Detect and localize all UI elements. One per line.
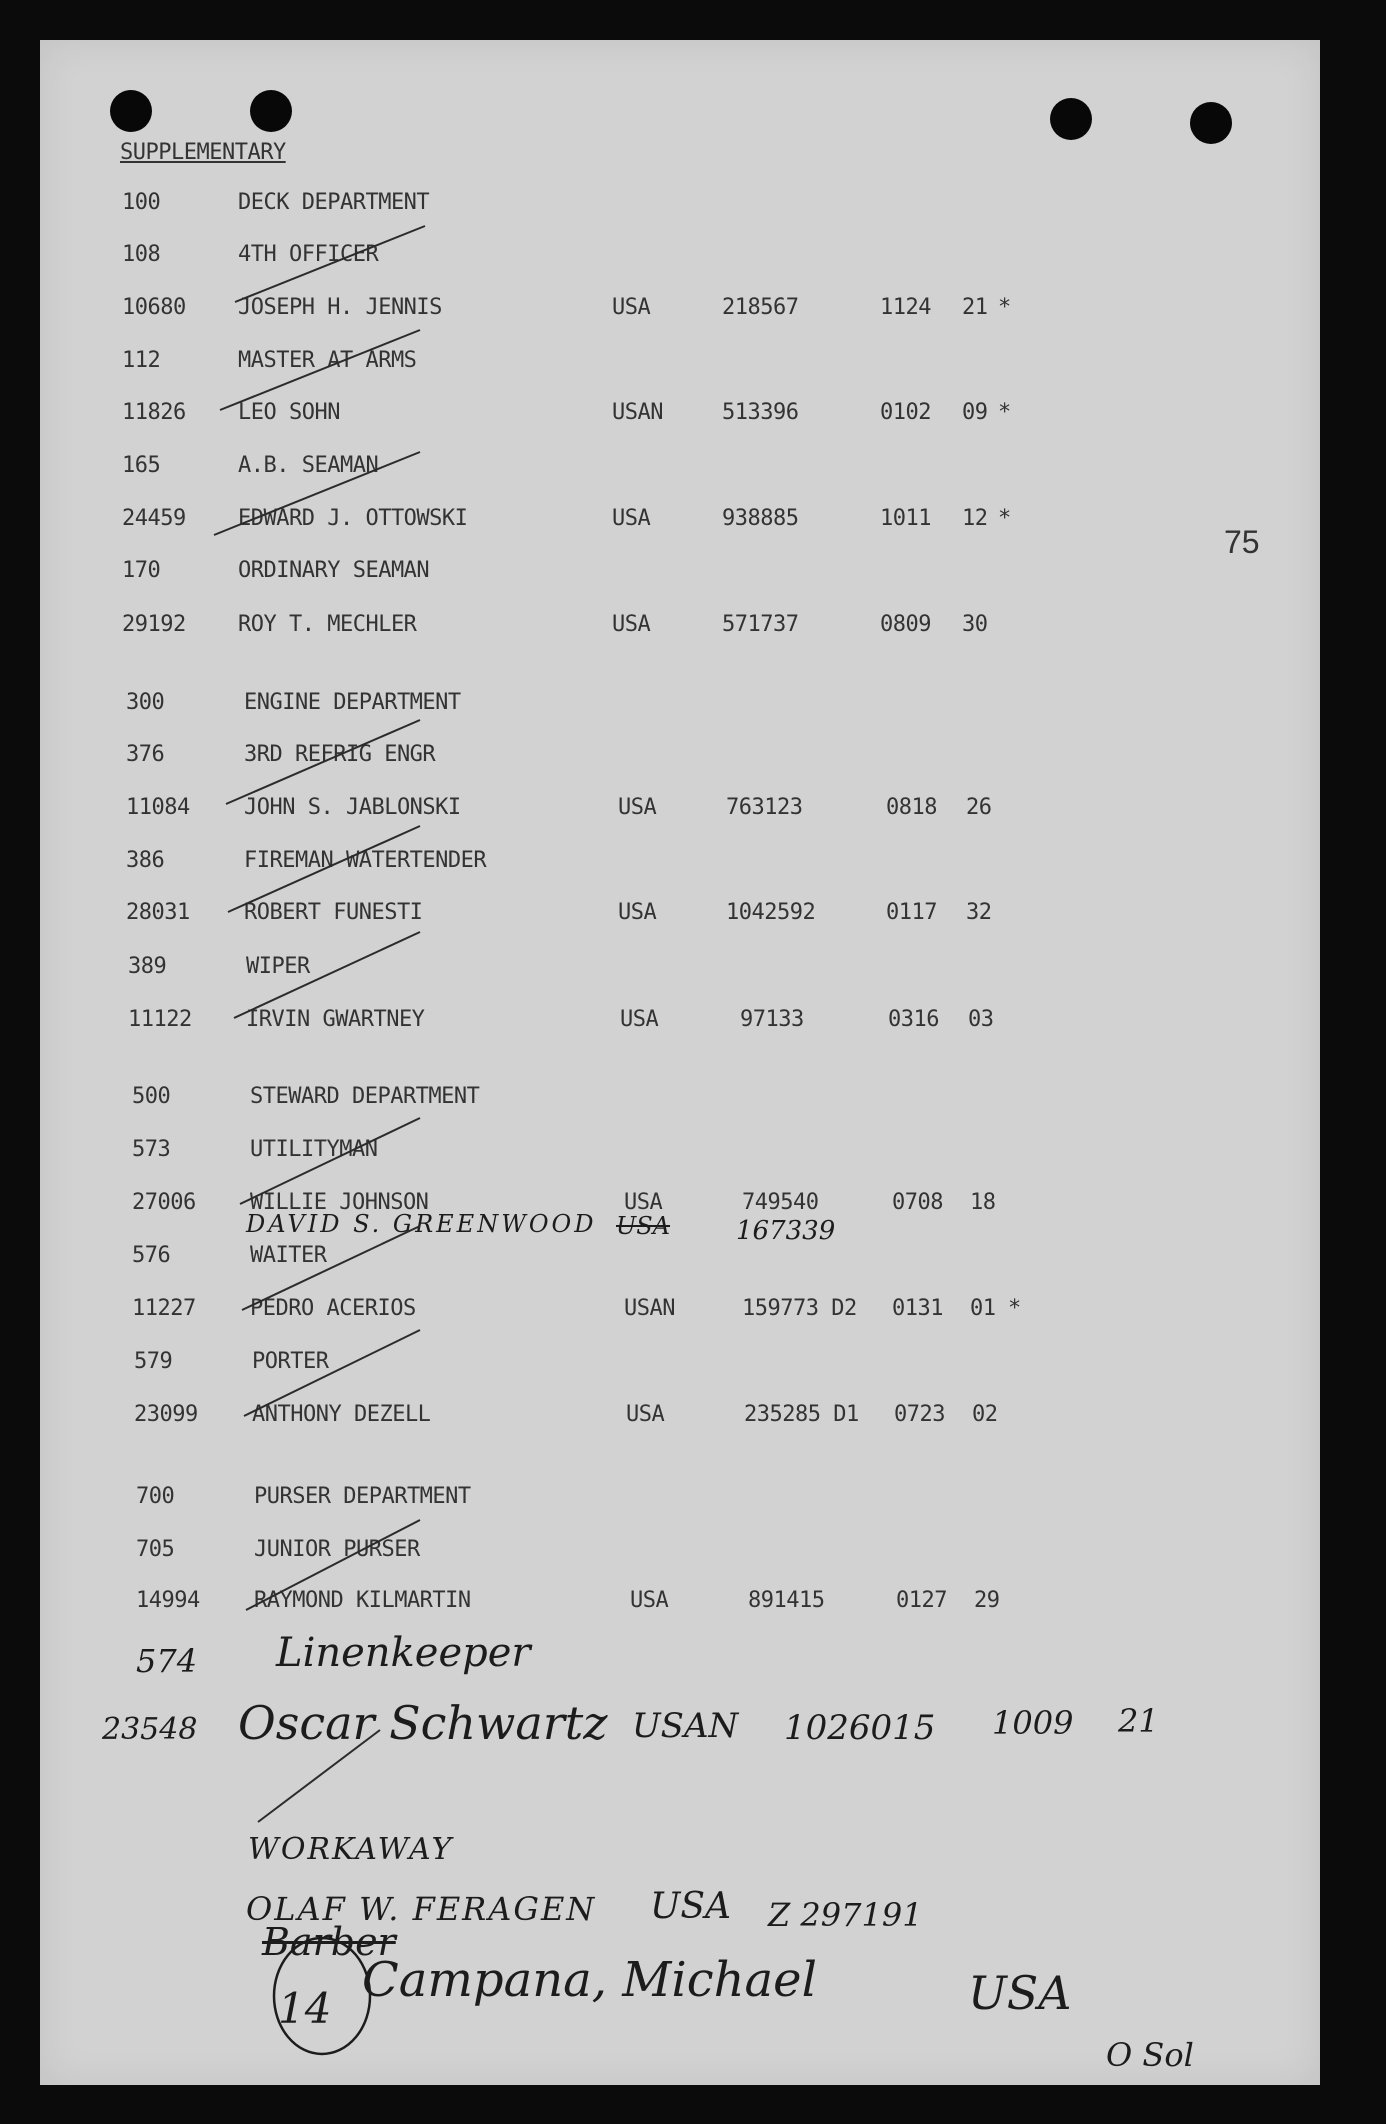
member-name: WILLIE JOHNSON <box>250 1190 429 1215</box>
member-day: 29 <box>974 1588 1000 1613</box>
punch-hole <box>1190 102 1232 144</box>
member-day: 09 <box>962 400 988 425</box>
handwritten-number: 167339 <box>736 1216 836 1246</box>
position-title: PORTER <box>252 1349 329 1374</box>
punch-hole <box>1050 98 1092 140</box>
member-day: 12 <box>962 506 988 531</box>
member-date: 0723 <box>894 1402 945 1427</box>
handwritten-number: Z 297191 <box>768 1896 923 1934</box>
position-title: ORDINARY SEAMAN <box>238 558 430 583</box>
member-day: 26 <box>966 795 992 820</box>
member-number: 891415 <box>748 1588 825 1613</box>
member-name: JOHN S. JABLONSKI <box>244 795 461 820</box>
member-nationality: USA <box>618 795 657 820</box>
member-code: 24459 <box>122 506 186 531</box>
member-code: 27006 <box>132 1190 196 1215</box>
handwritten-position: Linenkeeper <box>276 1630 531 1676</box>
handwritten-position: Barber <box>262 1920 396 1964</box>
member-nationality: USA <box>630 1588 669 1613</box>
member-code: 10680 <box>122 295 186 320</box>
position-title: FIREMAN WATERTENDER <box>244 848 487 873</box>
handwritten-number: 1026015 <box>784 1708 936 1748</box>
handwritten-nationality: USA <box>968 1966 1072 2020</box>
member-number: 1042592 <box>726 900 816 925</box>
section-name: ENGINE DEPARTMENT <box>244 690 461 715</box>
handwritten-date: 1009 <box>992 1704 1074 1742</box>
member-number: 218567 <box>722 295 799 320</box>
member-date: 0316 <box>888 1007 939 1032</box>
member-name: ANTHONY DEZELL <box>252 1402 431 1427</box>
handwritten-nationality: USA <box>650 1886 731 1927</box>
member-date: 0117 <box>886 900 937 925</box>
member-nationality: USA <box>612 506 651 531</box>
member-number: 749540 <box>742 1190 819 1215</box>
position-title: 3RD REFRIG ENGR <box>244 742 436 767</box>
position-title: 4TH OFFICER <box>238 242 379 267</box>
handwritten-code: 574 <box>136 1642 198 1680</box>
position-title: A.B. SEAMAN <box>238 453 379 478</box>
member-mark: * <box>1008 1296 1021 1321</box>
member-nationality: USAN <box>612 400 663 425</box>
position-code: 112 <box>122 348 161 373</box>
member-day: 32 <box>966 900 992 925</box>
page-number: 75 <box>1224 524 1260 560</box>
section-code: 700 <box>136 1484 175 1509</box>
member-date: 1124 <box>880 295 931 320</box>
member-code: 11227 <box>132 1296 196 1321</box>
section-name: STEWARD DEPARTMENT <box>250 1084 480 1109</box>
position-title: JUNIOR PURSER <box>254 1537 420 1562</box>
member-day: 21 <box>962 295 988 320</box>
member-code: 11826 <box>122 400 186 425</box>
member-code: 28031 <box>126 900 190 925</box>
page-title: SUPPLEMENTARY <box>120 140 286 165</box>
member-code: 23099 <box>134 1402 198 1427</box>
position-code: 576 <box>132 1243 171 1268</box>
member-nationality: USA <box>624 1190 663 1215</box>
section-code: 300 <box>126 690 165 715</box>
member-number: 571737 <box>722 612 799 637</box>
member-nationality: USA <box>626 1402 665 1427</box>
section-code: 500 <box>132 1084 171 1109</box>
member-name: RAYMOND KILMARTIN <box>254 1588 471 1613</box>
member-code: 29192 <box>122 612 186 637</box>
section-name: DECK DEPARTMENT <box>238 190 430 215</box>
position-code: 573 <box>132 1137 171 1162</box>
member-name: PEDRO ACERIOS <box>250 1296 416 1321</box>
position-code: 170 <box>122 558 161 583</box>
handwritten-code: 23548 <box>102 1712 198 1747</box>
member-day: 30 <box>962 612 988 637</box>
member-code: 11122 <box>128 1007 192 1032</box>
member-code: 11084 <box>126 795 190 820</box>
member-name: LEO SOHN <box>238 400 340 425</box>
member-date: 1011 <box>880 506 931 531</box>
member-day: 18 <box>970 1190 996 1215</box>
position-code: 165 <box>122 453 161 478</box>
member-mark: * <box>998 400 1011 425</box>
member-name: ROBERT FUNESTI <box>244 900 423 925</box>
position-title: WAITER <box>250 1243 327 1268</box>
member-nationality: USA <box>618 900 657 925</box>
position-code: 705 <box>136 1537 175 1562</box>
position-code: 389 <box>128 954 167 979</box>
member-nationality: USA <box>620 1007 659 1032</box>
member-number: 97133 <box>740 1007 804 1032</box>
punch-hole <box>250 90 292 132</box>
position-code: 108 <box>122 242 161 267</box>
member-number: 235285 D1 <box>744 1402 859 1427</box>
member-date: 0708 <box>892 1190 943 1215</box>
section-code: 100 <box>122 190 161 215</box>
member-date: 0127 <box>896 1588 947 1613</box>
member-number: 763123 <box>726 795 803 820</box>
position-code: 376 <box>126 742 165 767</box>
handwritten-initials: O Sol <box>1106 2036 1194 2074</box>
member-nationality: USAN <box>624 1296 675 1321</box>
member-day: 02 <box>972 1402 998 1427</box>
member-day: 01 <box>970 1296 996 1321</box>
member-day: 03 <box>968 1007 994 1032</box>
member-number: 513396 <box>722 400 799 425</box>
handwritten-name: Oscar Schwartz <box>238 1696 608 1750</box>
member-name: IRVIN GWARTNEY <box>246 1007 425 1032</box>
position-title: WIPER <box>246 954 310 979</box>
member-date: 0818 <box>886 795 937 820</box>
member-mark: * <box>998 295 1011 320</box>
member-name: JOSEPH H. JENNIS <box>238 295 442 320</box>
position-title: UTILITYMAN <box>250 1137 378 1162</box>
handwritten-heading: WORKAWAY <box>248 1832 454 1867</box>
handwritten-name: Campana, Michael <box>362 1952 817 2008</box>
member-number: 159773 D2 <box>742 1296 857 1321</box>
member-date: 0131 <box>892 1296 943 1321</box>
member-name: ROY T. MECHLER <box>238 612 417 637</box>
position-title: MASTER AT ARMS <box>238 348 417 373</box>
member-nationality: USA <box>612 612 651 637</box>
section-name: PURSER DEPARTMENT <box>254 1484 471 1509</box>
punch-hole <box>110 90 152 132</box>
handwritten-name: DAVID S. GREENWOOD <box>246 1210 597 1238</box>
member-nationality: USA <box>612 295 651 320</box>
circled-number: 14 <box>278 1984 332 2033</box>
member-date: 0102 <box>880 400 931 425</box>
member-name: EDWARD J. OTTOWSKI <box>238 506 468 531</box>
position-code: 579 <box>134 1349 173 1374</box>
handwritten-name: OLAF W. FERAGEN <box>246 1890 597 1928</box>
document-page <box>40 40 1320 2085</box>
handwritten-nationality: USAN <box>632 1706 739 1746</box>
member-mark: * <box>998 506 1011 531</box>
handwritten-day: 21 <box>1118 1702 1159 1740</box>
member-number: 938885 <box>722 506 799 531</box>
handwritten-nationality: USA <box>616 1212 670 1240</box>
member-code: 14994 <box>136 1588 200 1613</box>
member-date: 0809 <box>880 612 931 637</box>
position-code: 386 <box>126 848 165 873</box>
